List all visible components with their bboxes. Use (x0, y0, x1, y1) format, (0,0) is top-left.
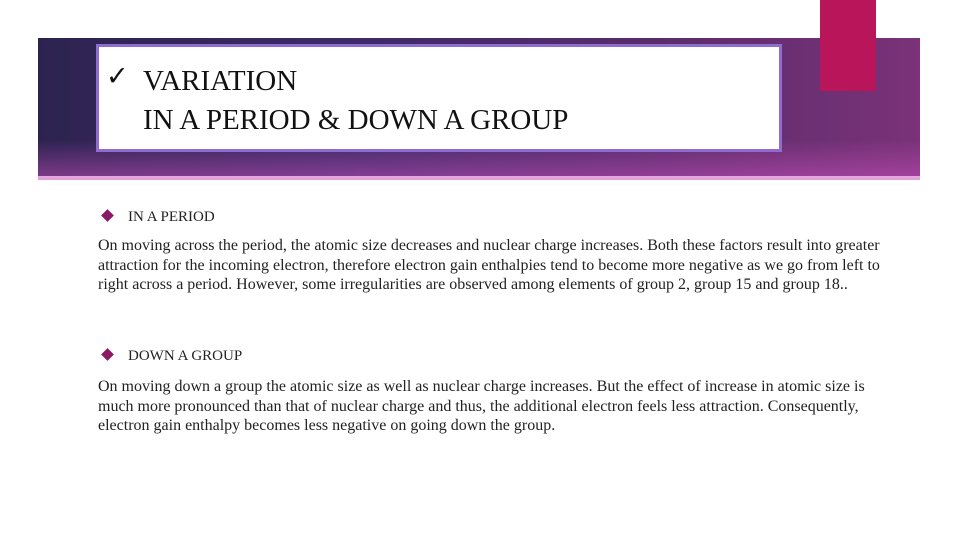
slide-title-line-1: VARIATION (143, 65, 298, 97)
slide-title-line-2: IN A PERIOD & DOWN A GROUP (143, 104, 569, 136)
section-heading-group-label: DOWN A GROUP (128, 348, 243, 364)
section-heading-group (103, 349, 242, 364)
section-heading-period (103, 210, 215, 225)
diamond-bullet-icon (101, 348, 114, 361)
accent-square (820, 0, 876, 91)
section-heading-period-label: IN A PERIOD (128, 209, 215, 225)
section-paragraph-group: On moving down a group the atomic size as well as nuclear charge increases. But the effect of increase in atomic size is much more pronounced than that of nuclear charge and thus, the additional electron feels less attraction. Consequently, electron gain enthalpy becomes less negative on going down the group. (98, 378, 865, 434)
diamond-bullet-icon (101, 209, 114, 222)
check-icon: ✓ (106, 61, 129, 92)
section-paragraph-period: On moving across the period, the atomic size decreases and nuclear charge increases. Both these factors result into greater attraction for the incoming electron, therefore electron gain enthalpies tend to become more negative as we go from left to right across a period. However, some irregularities are observed among elements of group 2, group 15 and group 18.. (98, 237, 880, 293)
title-box (96, 44, 782, 152)
